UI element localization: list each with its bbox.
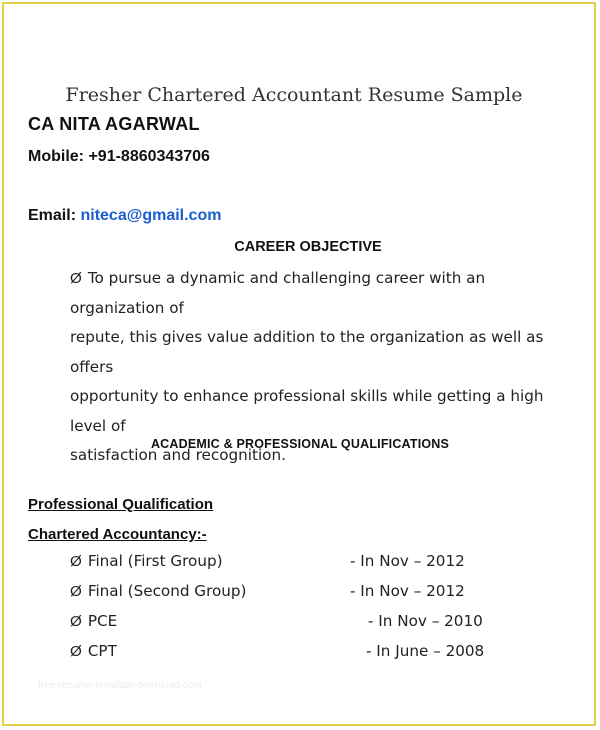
qualification-row [70,582,570,604]
qualification-date: - In June – 2008 [366,642,485,660]
professional-qualification-heading: Professional Qualification [28,496,214,513]
candidate-name: CA NITA AGARWAL [28,114,200,134]
qualification-item: Ø Final (First Group) [70,552,223,570]
bullet-icon: Ø [70,270,82,287]
bullet-icon: Ø [70,643,82,660]
qualification-row [70,552,570,574]
objective-line: repute, this gives value addition to the organization as well as offers [70,328,544,376]
watermark: free-resume-template-download.com [38,680,202,691]
objective-line: satisfaction and recognition. [70,446,286,464]
qualification-date: - In Nov – 2012 [350,582,465,600]
objective-line: Ø To pursue a dynamic and challenging career with an organization of [70,269,486,317]
qualification-date: - In Nov – 2012 [350,552,465,570]
email-label: Email: [28,207,77,224]
qualification-item: Ø CPT [70,642,117,660]
bullet-icon: Ø [70,583,82,600]
qualification-item: Ø Final (Second Group) [70,582,247,600]
qualification-date: - In Nov – 2010 [368,612,483,630]
email-line [28,207,221,225]
mobile-label: Mobile: [28,148,84,165]
qualification-row [70,612,570,634]
chartered-accountancy-heading: Chartered Accountancy:- [28,526,207,543]
mobile-value: +91-8860343706 [88,148,210,165]
bullet-icon: Ø [70,613,82,630]
mobile-line [28,148,210,166]
objective-line: opportunity to enhance professional skills while getting a high level of [70,387,544,435]
bullet-icon: Ø [70,553,82,570]
email-link[interactable]: niteca@gmail.com [80,207,222,224]
qualification-row [70,642,570,664]
qualification-item: Ø PCE [70,612,118,630]
document-title: Fresher Chartered Accountant Resume Sample [65,84,523,106]
qualifications-heading: ACADEMIC & PROFESSIONAL QUALIFICATIONS [150,437,450,451]
career-objective-heading: CAREER OBJECTIVE [234,239,382,255]
